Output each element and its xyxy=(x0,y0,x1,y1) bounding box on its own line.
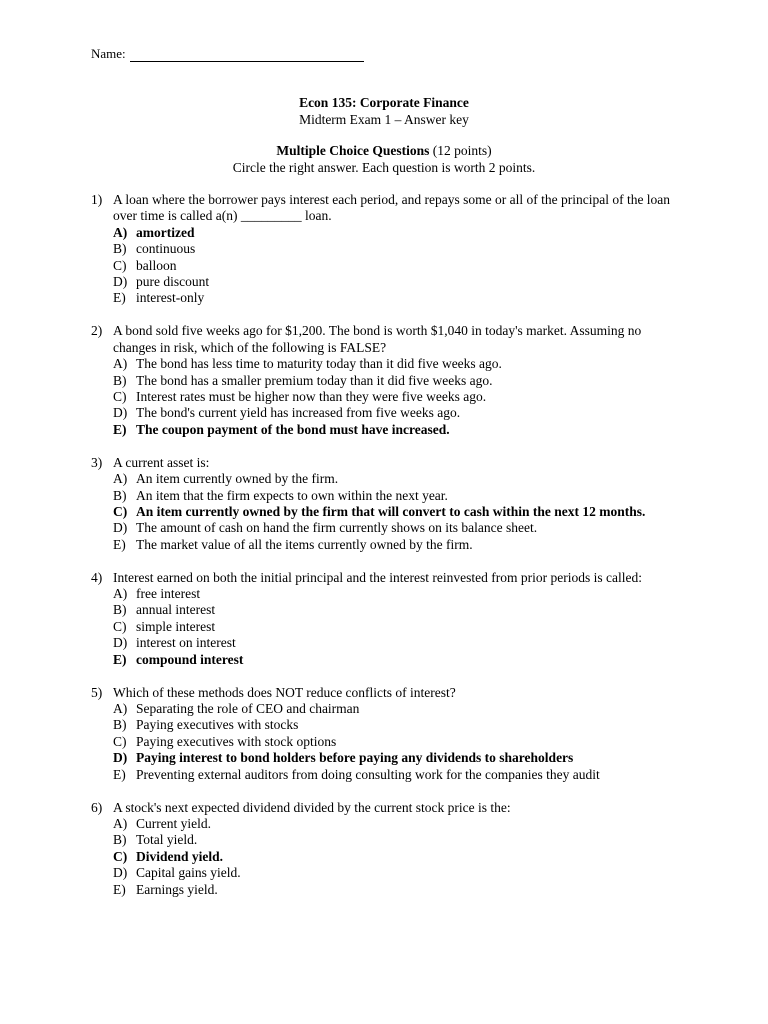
question-text: Interest earned on both the initial principal and the interest reinvested from prior periods is called: xyxy=(113,569,642,585)
answer-option[interactable] xyxy=(113,767,671,783)
answer-options xyxy=(91,225,671,307)
option-text: Preventing external auditors from doing consulting work for the companies they audit xyxy=(136,766,600,782)
question-text: A loan where the borrower pays interest each period, and repays some or all of the principal of the loan over time is called a(n) _________ loan. xyxy=(113,192,671,224)
option-letter: A) xyxy=(113,815,128,831)
option-letter: E) xyxy=(113,536,126,552)
option-text: An item that the firm expects to own within the next year. xyxy=(136,487,448,503)
question-number: 5) xyxy=(91,684,103,700)
answer-options xyxy=(91,586,671,668)
option-letter: E) xyxy=(113,651,127,667)
option-text: balloon xyxy=(136,257,177,273)
option-letter: D) xyxy=(113,405,128,421)
answer-options xyxy=(91,701,671,783)
option-letter: C) xyxy=(113,388,127,404)
answer-option[interactable] xyxy=(113,717,671,733)
option-letter: D) xyxy=(113,865,128,881)
option-text: The amount of cash on hand the firm currently shows on its balance sheet. xyxy=(136,520,538,536)
answer-option[interactable] xyxy=(113,882,671,898)
option-letter: B) xyxy=(113,241,127,257)
answer-option[interactable] xyxy=(113,537,671,553)
option-text: annual interest xyxy=(136,602,216,618)
name-blank-line xyxy=(130,48,364,62)
option-text: free interest xyxy=(136,586,201,602)
option-text: The coupon payment of the bond must have increased. xyxy=(136,421,450,437)
question-number: 1) xyxy=(91,192,103,207)
question-text: A bond sold five weeks ago for $1,200. The bond is worth $1,040 in today's market. Assuming no changes in risk, which of the following is FALSE? xyxy=(113,323,642,355)
option-text: An item currently owned by the firm. xyxy=(136,471,339,487)
name-field xyxy=(91,46,364,62)
answer-option[interactable] xyxy=(113,356,671,372)
option-text: Dividend yield. xyxy=(136,848,224,864)
correct-answer-option[interactable] xyxy=(113,849,671,865)
answer-option[interactable] xyxy=(113,471,671,487)
question-number: 3) xyxy=(91,454,103,470)
option-letter: C) xyxy=(113,618,127,634)
question-1 xyxy=(91,192,671,307)
option-text: The bond has less time to maturity today than it did five weeks ago. xyxy=(136,356,502,372)
answer-options xyxy=(91,816,671,898)
question-3 xyxy=(91,455,671,553)
question-text: Which of these methods does NOT reduce conflicts of interest? xyxy=(113,684,456,700)
option-text: An item currently owned by the firm that will convert to cash within the next 12 months. xyxy=(136,503,646,519)
option-text: compound interest xyxy=(136,651,244,667)
answer-option[interactable] xyxy=(113,734,671,750)
question-number: 2) xyxy=(91,323,103,339)
exam-header xyxy=(0,94,768,128)
answer-option[interactable] xyxy=(113,258,671,274)
option-text: Separating the role of CEO and chairman xyxy=(136,700,360,716)
question-text: A current asset is: xyxy=(113,454,210,470)
option-letter: B) xyxy=(113,602,127,618)
option-letter: D) xyxy=(113,520,128,536)
option-text: interest-only xyxy=(136,290,205,306)
option-text: The bond has a smaller premium today than it did five weeks ago. xyxy=(136,372,493,388)
section-header xyxy=(0,142,768,176)
option-text: Earnings yield. xyxy=(136,881,218,897)
question-list xyxy=(91,192,671,914)
option-letter: B) xyxy=(113,717,127,733)
question-4 xyxy=(91,570,671,668)
answer-option[interactable] xyxy=(113,373,671,389)
answer-option[interactable] xyxy=(113,389,671,405)
answer-option[interactable] xyxy=(113,274,671,290)
answer-option[interactable] xyxy=(113,635,671,651)
answer-option[interactable] xyxy=(113,816,671,832)
option-letter: D) xyxy=(113,274,128,290)
question-6 xyxy=(91,800,671,898)
answer-option[interactable] xyxy=(113,488,671,504)
option-text: amortized xyxy=(136,224,195,240)
question-number: 6) xyxy=(91,799,103,815)
answer-option[interactable] xyxy=(113,241,671,257)
option-text: interest on interest xyxy=(136,635,236,651)
option-text: The bond's current yield has increased from five weeks ago. xyxy=(136,405,461,421)
answer-option[interactable] xyxy=(113,619,671,635)
option-text: pure discount xyxy=(136,274,210,290)
answer-options xyxy=(91,356,671,438)
option-letter: B) xyxy=(113,487,127,503)
option-letter: E) xyxy=(113,881,126,897)
option-letter: A) xyxy=(113,586,128,602)
option-letter: E) xyxy=(113,290,126,306)
correct-answer-option[interactable] xyxy=(113,504,671,520)
option-letter: B) xyxy=(113,832,127,848)
option-letter: E) xyxy=(113,421,127,437)
question-2 xyxy=(91,323,671,438)
option-letter: D) xyxy=(113,635,128,651)
option-text: Capital gains yield. xyxy=(136,865,241,881)
option-letter: A) xyxy=(113,356,128,372)
option-text: Paying executives with stocks xyxy=(136,717,299,733)
section-points: (12 points) xyxy=(432,143,492,158)
exam-title: Midterm Exam 1 – Answer key xyxy=(299,112,469,127)
instructions: Circle the right answer. Each question is worth 2 points. xyxy=(232,160,536,175)
answer-option[interactable] xyxy=(113,701,671,717)
course-title: Econ 135: Corporate Finance xyxy=(299,95,469,110)
answer-option[interactable] xyxy=(113,520,671,536)
option-text: continuous xyxy=(136,241,196,257)
option-letter: B) xyxy=(113,372,127,388)
option-letter: C) xyxy=(113,503,128,519)
name-label: Name: xyxy=(91,46,126,61)
answer-option[interactable] xyxy=(113,586,671,602)
correct-answer-option[interactable] xyxy=(113,422,671,438)
answer-option[interactable] xyxy=(113,290,671,306)
correct-answer-option[interactable] xyxy=(113,652,671,668)
question-text: A stock's next expected dividend divided by the current stock price is the: xyxy=(113,799,511,815)
answer-option[interactable] xyxy=(113,832,671,848)
option-text: Paying interest to bond holders before paying any dividends to shareholders xyxy=(136,750,574,766)
option-text: Current yield. xyxy=(136,815,211,831)
option-letter: A) xyxy=(113,471,128,487)
option-letter: A) xyxy=(113,224,128,240)
option-letter: D) xyxy=(113,750,128,766)
correct-answer-option[interactable] xyxy=(113,750,671,766)
option-letter: A) xyxy=(113,700,128,716)
correct-answer-option[interactable] xyxy=(113,225,671,241)
option-letter: C) xyxy=(113,257,127,273)
option-text: simple interest xyxy=(136,618,216,634)
option-letter: E) xyxy=(113,766,126,782)
option-letter: C) xyxy=(113,733,127,749)
option-text: Paying executives with stock options xyxy=(136,733,337,749)
question-number: 4) xyxy=(91,569,103,585)
option-letter: C) xyxy=(113,848,128,864)
answer-option[interactable] xyxy=(113,405,671,421)
section-title: Multiple Choice Questions xyxy=(276,143,430,158)
answer-options xyxy=(91,471,671,553)
option-text: Total yield. xyxy=(136,832,198,848)
option-text: Interest rates must be higher now than they were five weeks ago. xyxy=(136,388,487,404)
answer-option[interactable] xyxy=(113,602,671,618)
answer-option[interactable] xyxy=(113,865,671,881)
question-5 xyxy=(91,685,671,783)
option-text: The market value of all the items currently owned by the firm. xyxy=(136,536,473,552)
